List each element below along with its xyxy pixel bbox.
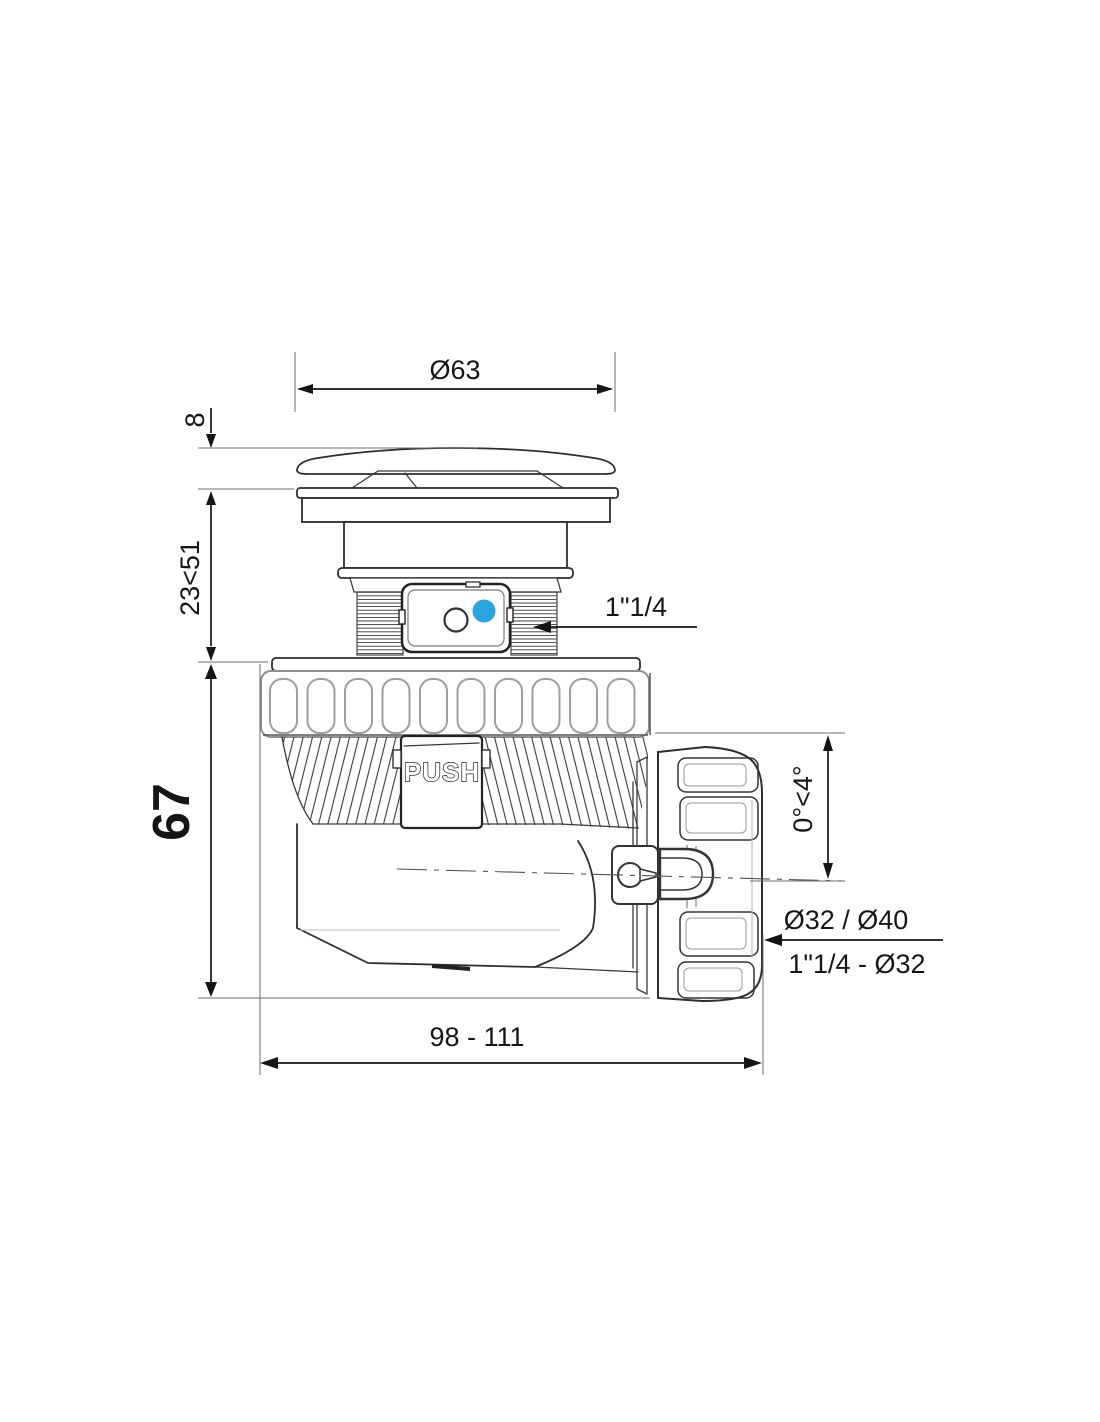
dim-body-height-label: 67 [143, 783, 201, 841]
clip-notch-top [466, 582, 480, 587]
dim-cap-diameter [295, 352, 615, 412]
locknut-plate [272, 658, 640, 671]
dim-cap-height-label: 8 [180, 412, 210, 428]
dim-inlet-height-range-label: 23<51 [175, 540, 205, 616]
body-collar [338, 568, 573, 578]
dim-outlet-diameters [763, 905, 943, 1075]
cap-dome [297, 448, 615, 474]
flange-body [302, 498, 610, 522]
push-tab-ear-left [393, 750, 401, 768]
upper-body [338, 522, 573, 592]
hoop-outer [660, 849, 713, 899]
popup-cap [297, 448, 615, 488]
dim-outlet-angle-label: 0°<4° [788, 765, 818, 833]
bowl-hatch-left [270, 735, 405, 830]
dim-overall-length-label: 98 - 111 [429, 1022, 525, 1052]
thread-block-left [357, 592, 403, 655]
cap-flange [297, 488, 618, 522]
body-foot-mark [432, 966, 470, 969]
clip-notch-right [507, 608, 513, 622]
body-cylinder [344, 522, 567, 568]
flange-bar [297, 488, 618, 498]
drain-fixture [261, 448, 843, 1001]
bowl-hatch-right [478, 735, 653, 835]
dim-cap-diameter-label: Ø63 [429, 355, 481, 385]
push-tab-ear-right [482, 750, 490, 768]
body-outline [297, 824, 535, 967]
clip-hole [445, 609, 468, 632]
snap-clip [399, 582, 513, 652]
dim-cap-height [180, 408, 478, 489]
dim-outlet-diameters-label: Ø32 / Ø40 [783, 905, 909, 935]
push-tab [393, 736, 490, 828]
retaining-hoop [660, 849, 713, 899]
blue-indicator-dot [473, 600, 496, 623]
dim-inlet-height-range [175, 491, 268, 662]
dim-inlet-thread-label: 1"1/4 [604, 592, 668, 622]
body-right-curve [535, 841, 595, 967]
dim-outlet-thread-label: 1"1/4 - Ø32 [788, 949, 926, 979]
locknut [261, 658, 650, 737]
clip-notch-left [399, 610, 405, 624]
body-bottom-right [535, 967, 638, 972]
push-label: PUSH [403, 757, 481, 787]
